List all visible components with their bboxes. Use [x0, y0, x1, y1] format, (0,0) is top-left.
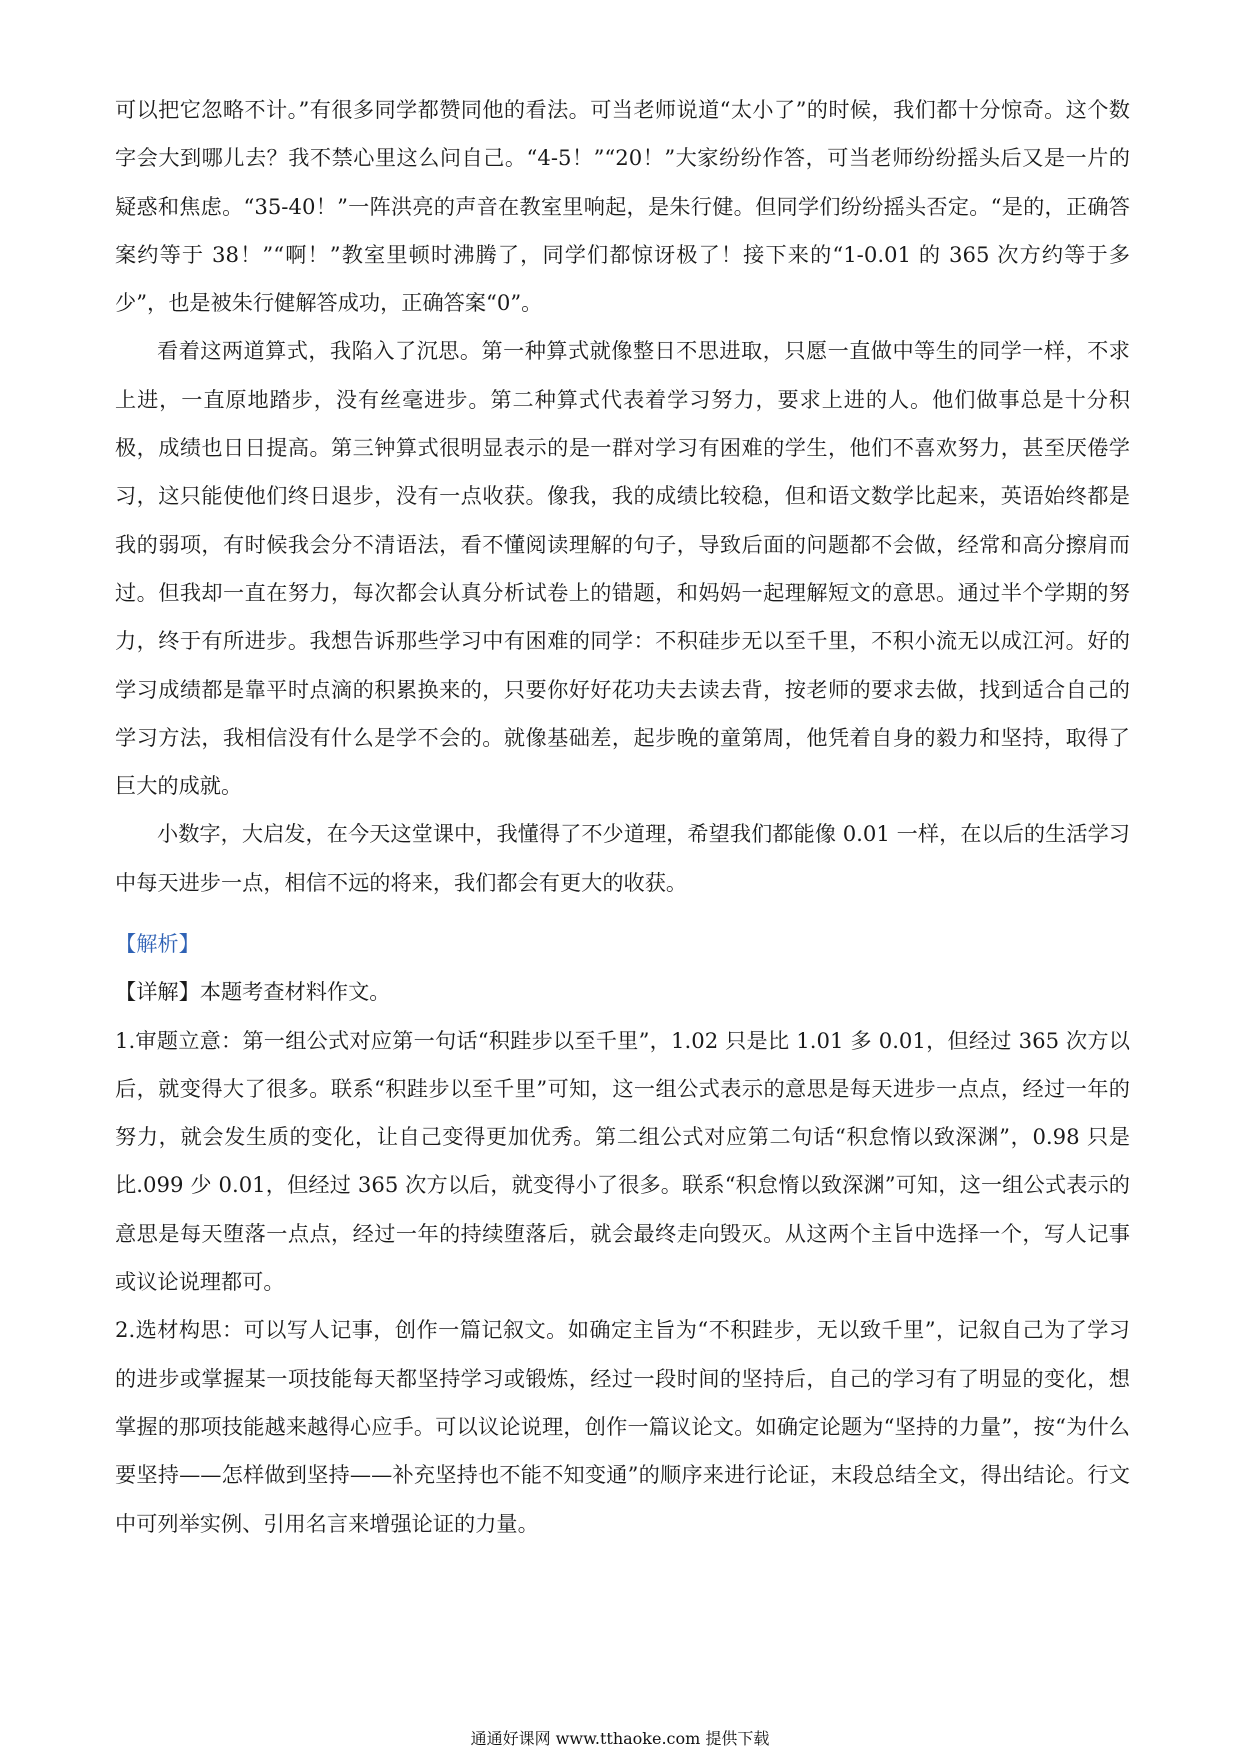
- essay-body: [115, 86, 1130, 907]
- essay-paragraph-2: 看着这两道算式，我陷入了沉思。第一种算式就像整日不思进取，只愿一直做中等生的同学一样，不求上进，一直原地踏步，没有丝毫进步。第二种算式代表着学习努力，要求上进的人。他们做事总是十分积极，成绩也日日提高。第三钟算式很明显表示的是一群对学习有困难的学生，他们不喜欢努力，甚至厌倦学习，这只能使他们终日退步，没有一点收获。像我，我的成绩比较稳，但和语文数学比起来，英语始终都是我的弱项，有时候我会分不清语法，看不懂阅读理解的句子，导致后面的问题都不会做，经常和高分擦肩而过。但我却一直在努力，每次都会认真分析试卷上的错题，和妈妈一起理解短文的意思。通过半个学期的努力，终于有所进步。我想告诉那些学习中有困难的同学：不积硅步无以至千里，不积小流无以成江河。好的学习成绩都是靠平时点滴的积累换来的，只要你好好花功夫去读去背，按老师的要求去做，找到适合自己的学习方法，我相信没有什么是学不会的。就像基础差，起步晚的童第周，他凭着自身的毅力和坚持，取得了巨大的成就。: [115, 338, 1130, 799]
- analysis-section: [115, 920, 1130, 1548]
- analysis-tag: 【解析】: [115, 931, 200, 956]
- detail-intro: 【详解】本题考查材料作文。: [115, 979, 391, 1005]
- analysis-point-1: 1.审题立意：第一组公式对应第一句话“积跬步以至千里”，1.02 只是比 1.01 多 0.01，但经过 365 次方以后，就变得大了很多。联系“积跬步以至千里”可知，这一组公式表示的意思是每天进步一点点，经过一年的努力，就会发生质的变化，让自己变得更加优秀。第二组公式对应第二句话“积怠惰以致深渊”，0.98 只是比.099 少 0.01，但经过 365 次方以后，就变得小了很多。联系“积怠惰以致深渊”可知，这一组公式表示的意思是每天堕落一点点，经过一年的持续堕落后，就会最终走向毁灭。从这两个主旨中选择一个，写人记事或议论说理都可。: [115, 1027, 1130, 1295]
- analysis-detail: [115, 968, 1130, 1548]
- essay-paragraph-3: 小数字，大启发，在今天这堂课中，我懂得了不少道理，希望我们都能像 0.01 一样，在以后的生活学习中每天进步一点，相信不远的将来，我们都会有更大的收获。: [115, 821, 1130, 895]
- essay-paragraph-1: 可以把它忽略不计。”有很多同学都赞同他的看法。可当老师说道“太小了”的时候，我们都十分惊奇。这个数字会大到哪儿去？我不禁心里这么问自己。“4-5！”“20！”大家纷纷作答，可当老师纷纷摇头后又是一片的疑惑和焦虑。“35-40！”一阵洪亮的声音在教室里响起，是朱行健。但同学们纷纷摇头否定。“是的，正确答案约等于 38！”“啊！”教室里顿时沸腾了，同学们都惊讶极了！接下来的“1-0.01 的 365 次方约等于多少”，也是被朱行健解答成功，正确答案“0”。: [115, 97, 1130, 316]
- analysis-point-2: 2.选材构思：可以写人记事，创作一篇记叙文。如确定主旨为“不积跬步，无以致千里”，记叙自己为了学习的进步或掌握某一项技能每天都坚持学习或锻炼，经过一段时间的坚持后，自己的学习有了明显的变化，想掌握的那项技能越来越得心应手。可以议论说理，创作一篇议论文。如确定论题为“坚持的力量”，按“为什么要坚持——怎样做到坚持——补充坚持也不能不知变通”的顺序来进行论证，末段总结全文，得出结论。行文中可列举实例、引用名言来增强论证的力量。: [115, 1317, 1130, 1536]
- page-footer: 通通好课网 www.tthaoke.com 提供下载: [470, 1729, 770, 1748]
